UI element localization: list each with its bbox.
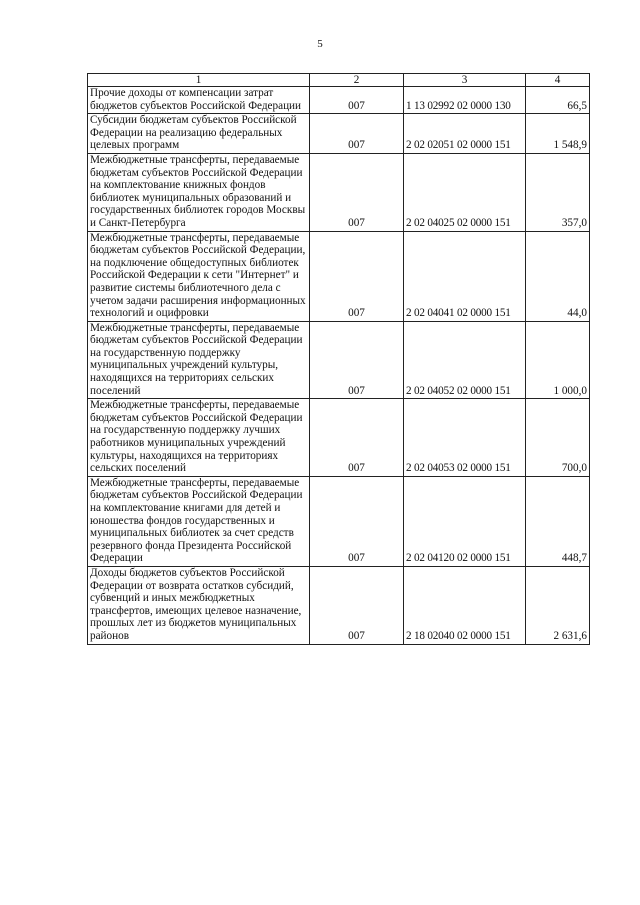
header-col-2: 2 [310,74,404,87]
row-amount: 448,7 [526,476,590,566]
table-row [88,321,590,399]
table-row [88,566,590,644]
row-budget-code: 2 02 04053 02 0000 151 [404,399,526,477]
header-col-3: 3 [404,74,526,87]
table-row [88,399,590,477]
row-admin-code: 007 [310,231,404,321]
row-budget-code: 2 02 04052 02 0000 151 [404,321,526,399]
table-row [88,87,590,114]
row-admin-code: 007 [310,476,404,566]
header-col-1: 1 [88,74,310,87]
row-amount: 2 631,6 [526,566,590,644]
row-admin-code: 007 [310,321,404,399]
row-name: Межбюджетные трансферты, передаваемые бюджетам субъектов Российской Федерации на государственную поддержку муниципальных учреждений культуры, находящихся на территориях сельских поселений [88,321,310,399]
header-col-4: 4 [526,74,590,87]
table-row [88,114,590,154]
row-admin-code: 007 [310,399,404,477]
row-admin-code: 007 [310,153,404,231]
row-budget-code: 1 13 02992 02 0000 130 [404,87,526,114]
row-name: Доходы бюджетов субъектов Российской Федерации от возврата остатков субсидий, субвенций и иных межбюджетных трансфертов, имеющих целевое назначение, прошлых лет из бюджетов муниципальных районов [88,566,310,644]
row-budget-code: 2 02 04025 02 0000 151 [404,153,526,231]
row-name: Межбюджетные трансферты, передаваемые бюджетам субъектов Российской Федерации, на подключение общедоступных библиотек Российской Федерации к сети "Интернет" и развитие системы библиотечного дела с учетом задачи расширения информационных технологий и оцифровки [88,231,310,321]
row-budget-code: 2 02 04120 02 0000 151 [404,476,526,566]
row-name: Межбюджетные трансферты, передаваемые бюджетам субъектов Российской Федерации на государственную поддержку лучших работников муниципальных учреждений культуры, находящихся на территориях сельских поселений [88,399,310,477]
row-amount: 1 548,9 [526,114,590,154]
table-row [88,231,590,321]
row-name: Межбюджетные трансферты, передаваемые бюджетам субъектов Российской Федерации на комплектование книжных фондов библиотек муниципальных образований и государственных библиотек городов Москвы и Санкт-Петербурга [88,153,310,231]
row-name: Прочие доходы от компенсации затрат бюджетов субъектов Российской Федерации [88,87,310,114]
row-admin-code: 007 [310,87,404,114]
row-name: Субсидии бюджетам субъектов Российской Федерации на реализацию федеральных целевых программ [88,114,310,154]
row-admin-code: 007 [310,566,404,644]
row-name: Межбюджетные трансферты, передаваемые бюджетам субъектов Российской Федерации на комплектование книгами для детей и юношества фондов государственных и муниципальных библиотек за счет средств резервного фонда Президента Российской Федерации [88,476,310,566]
row-amount: 44,0 [526,231,590,321]
row-amount: 357,0 [526,153,590,231]
row-budget-code: 2 02 04041 02 0000 151 [404,231,526,321]
row-budget-code: 2 18 02040 02 0000 151 [404,566,526,644]
row-amount: 1 000,0 [526,321,590,399]
row-admin-code: 007 [310,114,404,154]
header-row [88,74,590,87]
table-row [88,153,590,231]
row-amount: 700,0 [526,399,590,477]
page-number: 5 [317,38,323,50]
table-row [88,476,590,566]
row-amount: 66,5 [526,87,590,114]
revenue-table [87,73,590,645]
row-budget-code: 2 02 02051 02 0000 151 [404,114,526,154]
